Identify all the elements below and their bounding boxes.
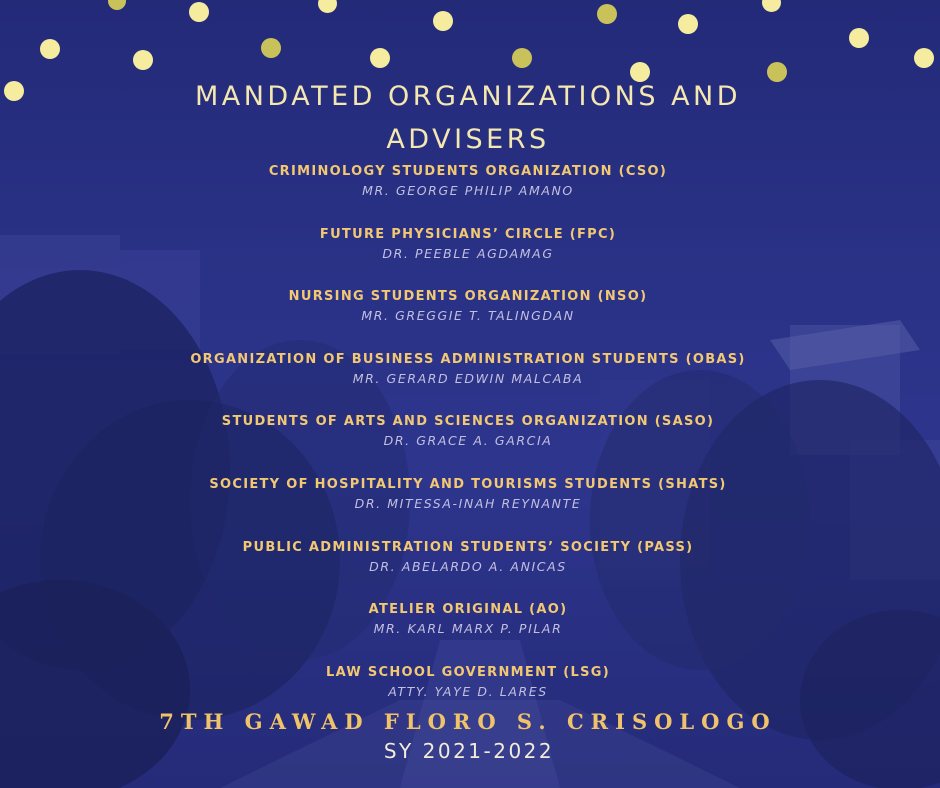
organization-name: STUDENTS OF ARTS AND SCIENCES ORGANIZATION (SASO)	[221, 414, 715, 430]
dot-2	[189, 2, 209, 22]
adviser-name: ATTY. YAYE D. LARES	[388, 683, 548, 699]
list-item	[0, 225, 936, 288]
adviser-name: MR. GREGGIE T. TALINGDAN	[361, 308, 575, 324]
dot-8	[40, 39, 60, 59]
event-title: 7TH GAWAD FLORO S. CRISOLOGO	[159, 709, 777, 734]
headline-line-1: MANDATED ORGANIZATIONS AND	[194, 81, 742, 112]
headline-line-2: ADVISERS	[386, 124, 550, 155]
list-item	[0, 412, 936, 475]
organization-name: ATELIER ORIGINAL (AO)	[368, 602, 568, 618]
dot-15	[849, 28, 869, 48]
organization-name: CRIMINOLOGY STUDENTS ORGANIZATION (CSO)	[268, 164, 668, 179]
adviser-name: DR. PEEBLE AGDAMAG	[382, 245, 554, 261]
organization-name: PUBLIC ADMINISTRATION STUDENTS’ SOCIETY (PASS)	[242, 539, 694, 555]
organization-name: FUTURE PHYSICIANS’ CIRCLE (FPC)	[319, 226, 617, 242]
adviser-name: DR. MITESSA-INAH REYNANTE	[354, 495, 582, 511]
dot-16	[914, 48, 934, 68]
list-item	[0, 475, 936, 538]
organization-name: ORGANIZATION OF BUSINESS ADMINISTRATION STUDENTS (OBAS)	[190, 351, 746, 367]
dot-17	[4, 81, 24, 101]
adviser-name: MR. GERARD EDWIN MALCABA	[352, 370, 584, 386]
dot-11	[370, 48, 390, 68]
dot-5	[597, 4, 617, 24]
adviser-name: DR. ABELARDO A. ANICAS	[369, 558, 567, 574]
adviser-name: DR. GRACE A. GARCIA	[383, 433, 553, 449]
adviser-name: MR. KARL MARX P. PILAR	[373, 621, 563, 637]
dot-6	[678, 14, 698, 34]
organization-list	[0, 162, 936, 725]
organization-name: NURSING STUDENTS ORGANIZATION (NSO)	[288, 289, 648, 305]
organization-name: LAW SCHOOL GOVERNMENT (LSG)	[326, 664, 610, 680]
school-year: SY 2021-2022	[383, 739, 555, 763]
dot-10	[261, 38, 281, 58]
list-item	[0, 162, 936, 225]
dot-12	[512, 48, 532, 68]
list-item	[0, 350, 936, 413]
list-item	[0, 600, 936, 663]
dot-4	[433, 11, 453, 31]
dot-9	[133, 50, 153, 70]
list-item	[0, 287, 936, 350]
list-item	[0, 538, 936, 601]
organization-name: SOCIETY OF HOSPITALITY AND TOURISMS STUDENTS (SHATS)	[209, 476, 727, 492]
adviser-name: MR. GEORGE PHILIP AMANO	[362, 183, 574, 198]
